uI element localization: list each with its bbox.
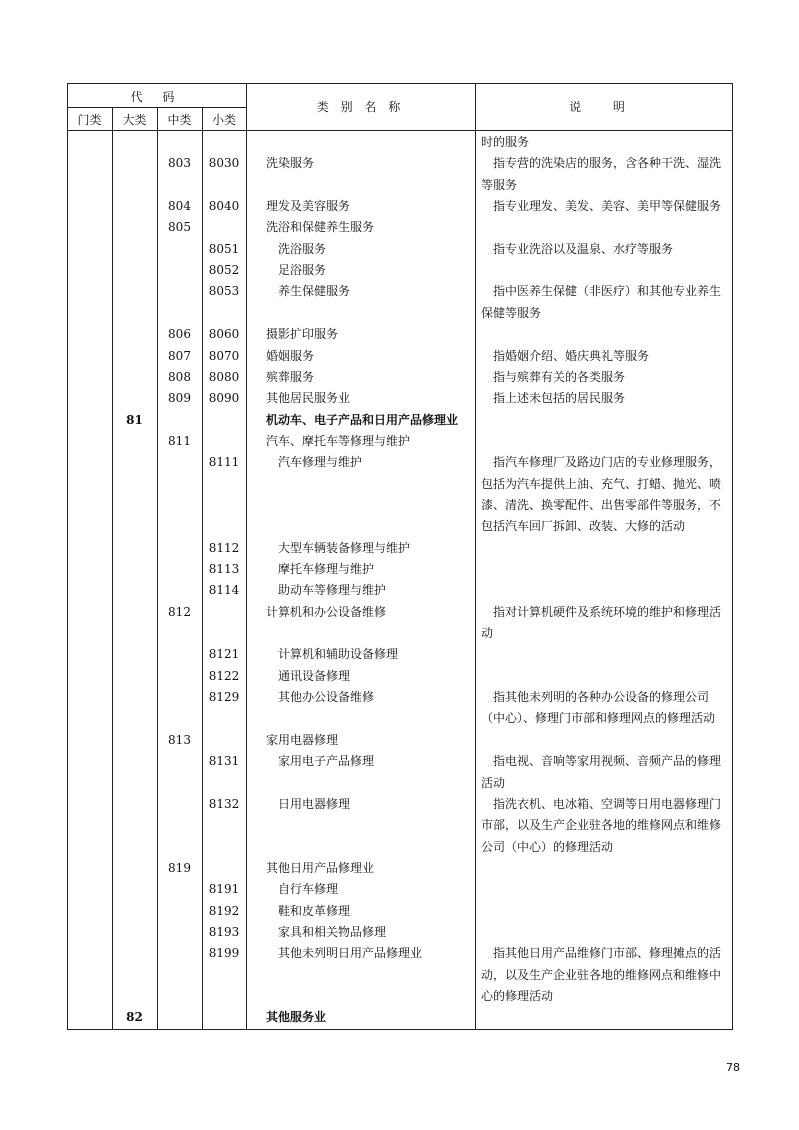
description-line: 指其他日用产品维修门市部、修理摊点的活 bbox=[481, 946, 722, 961]
category-name: 机动车、电子产品和日用产品修理业 bbox=[266, 412, 459, 427]
code-xiao: 8113 bbox=[208, 562, 240, 576]
code-xiao: 8030 bbox=[208, 156, 240, 171]
header-da: 大类 bbox=[122, 113, 147, 127]
description-line: 指与殡葬有关的各类服务 bbox=[481, 369, 626, 384]
code-zhong: 813 bbox=[168, 732, 191, 747]
column-divider bbox=[112, 108, 113, 1030]
header-desc: 说 明 bbox=[569, 100, 639, 114]
code-zhong: 807 bbox=[168, 348, 191, 363]
code-xiao: 8122 bbox=[208, 668, 240, 683]
category-name: 足浴服务 bbox=[278, 263, 327, 278]
code-xiao: 8193 bbox=[208, 924, 240, 939]
code-zhong: 804 bbox=[168, 199, 191, 214]
category-name: 家用电器修理 bbox=[266, 732, 339, 747]
description-line: 包括汽车回厂拆卸、改装、大修的活动 bbox=[481, 519, 686, 534]
category-name: 洗浴和保健养生服务 bbox=[266, 220, 375, 235]
category-name: 家具和相关物品修理 bbox=[278, 924, 387, 939]
description-line: 活动 bbox=[481, 775, 506, 790]
code-xiao: 8131 bbox=[208, 754, 240, 769]
description-line: 漆、清洗、换零配件、出售零部件等服务，不 bbox=[481, 497, 722, 512]
description-line: 指专业洗浴以及温泉、水疗等服务 bbox=[481, 241, 674, 256]
description-line: 包括为汽车提供上油、充气、打蜡、抛光、喷 bbox=[481, 476, 722, 491]
description-line: 指专业理发、美发、美容、美甲等保健服务 bbox=[481, 199, 722, 214]
page-number: 78 bbox=[726, 1061, 740, 1074]
description-line: 等服务 bbox=[481, 177, 518, 192]
code-zhong: 803 bbox=[168, 156, 191, 171]
code-xiao: 8053 bbox=[208, 284, 240, 299]
description-line: 指洗衣机、电冰箱、空调等日用电器修理门 bbox=[481, 796, 722, 811]
description-line: 指专营的洗染店的服务，含各种干洗、湿洗 bbox=[481, 156, 722, 171]
code-xiao: 8129 bbox=[208, 690, 240, 705]
code-xiao: 8111 bbox=[208, 455, 240, 470]
header-code: 代 码 bbox=[130, 90, 183, 104]
category-name: 计算机和辅助设备修理 bbox=[278, 647, 399, 662]
category-name: 助动车等修理与维护 bbox=[278, 583, 387, 598]
code-xiao: 8121 bbox=[208, 647, 240, 662]
column-divider bbox=[475, 83, 476, 1030]
code-xiao: 8192 bbox=[208, 903, 240, 918]
category-name: 婚姻服务 bbox=[266, 348, 315, 363]
category-name: 鞋和皮革修理 bbox=[278, 903, 351, 918]
header-zhong: 中类 bbox=[167, 113, 192, 127]
code-xiao: 8051 bbox=[208, 241, 240, 256]
header-xiao: 小类 bbox=[211, 113, 236, 127]
category-name: 其他日用产品修理业 bbox=[266, 860, 375, 875]
category-name: 养生保健服务 bbox=[278, 284, 351, 299]
code-zhong: 805 bbox=[168, 220, 191, 235]
category-name: 摄影扩印服务 bbox=[266, 327, 339, 342]
header-name: 类 别 名 称 bbox=[316, 100, 405, 114]
description-line: 市部，以及生产企业驻各地的维修网点和维修 bbox=[481, 818, 722, 833]
category-name: 其他服务业 bbox=[266, 1010, 327, 1025]
category-name: 家用电子产品修理 bbox=[278, 754, 375, 769]
category-name: 汽车修理与维护 bbox=[278, 455, 363, 470]
code-xiao: 8132 bbox=[208, 796, 240, 811]
category-name: 通讯设备修理 bbox=[278, 668, 351, 683]
column-divider bbox=[246, 83, 247, 1030]
code-xiao: 8070 bbox=[208, 348, 240, 363]
header-men: 门类 bbox=[77, 113, 102, 127]
description-line: 指电视、音响等家用视频、音频产品的修理 bbox=[481, 754, 722, 769]
description-line: 指对计算机硬件及系统环境的维护和修理活 bbox=[481, 604, 722, 619]
description-line: 指中医养生保健（非医疗）和其他专业养生 bbox=[481, 284, 722, 299]
description-line: 指上述未包括的居民服务 bbox=[481, 391, 626, 406]
header-divider bbox=[67, 107, 246, 108]
category-name: 理发及美容服务 bbox=[266, 199, 351, 214]
description-line: 指婚姻介绍、婚庆典礼等服务 bbox=[481, 348, 650, 363]
header-bottom-line bbox=[67, 130, 733, 131]
code-xiao: 8040 bbox=[208, 199, 240, 214]
code-da: 82 bbox=[126, 1010, 143, 1025]
description-line: 动 bbox=[481, 626, 494, 641]
category-name: 摩托车修理与维护 bbox=[278, 562, 375, 576]
code-da: 81 bbox=[126, 412, 143, 427]
description-line: 公司（中心）的修理活动 bbox=[481, 839, 614, 854]
code-zhong: 808 bbox=[168, 369, 191, 384]
description-line: （中心）、修理门市部和修理网点的修理活动 bbox=[481, 711, 716, 726]
description-line: 心的修理活动 bbox=[481, 989, 554, 1003]
category-name: 计算机和办公设备维修 bbox=[266, 604, 387, 619]
category-name: 自行车修理 bbox=[278, 882, 339, 897]
code-xiao: 8114 bbox=[208, 583, 240, 598]
category-name: 大型车辆装备修理与维护 bbox=[278, 540, 411, 555]
category-name: 洗浴服务 bbox=[278, 241, 327, 256]
code-xiao: 8191 bbox=[208, 882, 240, 897]
code-xiao: 8112 bbox=[208, 540, 240, 555]
code-zhong: 811 bbox=[168, 433, 191, 448]
code-zhong: 809 bbox=[168, 391, 191, 406]
code-xiao: 8090 bbox=[208, 391, 240, 406]
category-name: 殡葬服务 bbox=[266, 369, 315, 384]
description-line: 时的服务 bbox=[481, 135, 530, 149]
description-line: 指其他未列明的各种办公设备的修理公司 bbox=[481, 690, 710, 705]
code-xiao: 8080 bbox=[208, 369, 240, 384]
code-zhong: 819 bbox=[168, 860, 191, 875]
code-xiao: 8052 bbox=[208, 263, 240, 278]
column-divider bbox=[157, 108, 158, 1030]
code-zhong: 806 bbox=[168, 327, 191, 342]
code-xiao: 8060 bbox=[208, 327, 240, 342]
code-xiao: 8199 bbox=[208, 946, 240, 961]
category-name: 汽车、摩托车等修理与维护 bbox=[266, 433, 411, 448]
description-line: 保健等服务 bbox=[481, 305, 542, 320]
category-name: 其他办公设备维修 bbox=[278, 690, 375, 705]
code-zhong: 812 bbox=[168, 604, 191, 619]
category-name: 其他居民服务业 bbox=[266, 391, 351, 406]
description-line: 指汽车修理厂及路边门店的专业修理服务， bbox=[481, 455, 722, 470]
category-name: 洗染服务 bbox=[266, 156, 315, 171]
description-line: 动，以及生产企业驻各地的维修网点和维修中 bbox=[481, 967, 722, 982]
category-name: 日用电器修理 bbox=[278, 796, 351, 811]
category-name: 其他未列明日用产品修理业 bbox=[278, 946, 423, 961]
